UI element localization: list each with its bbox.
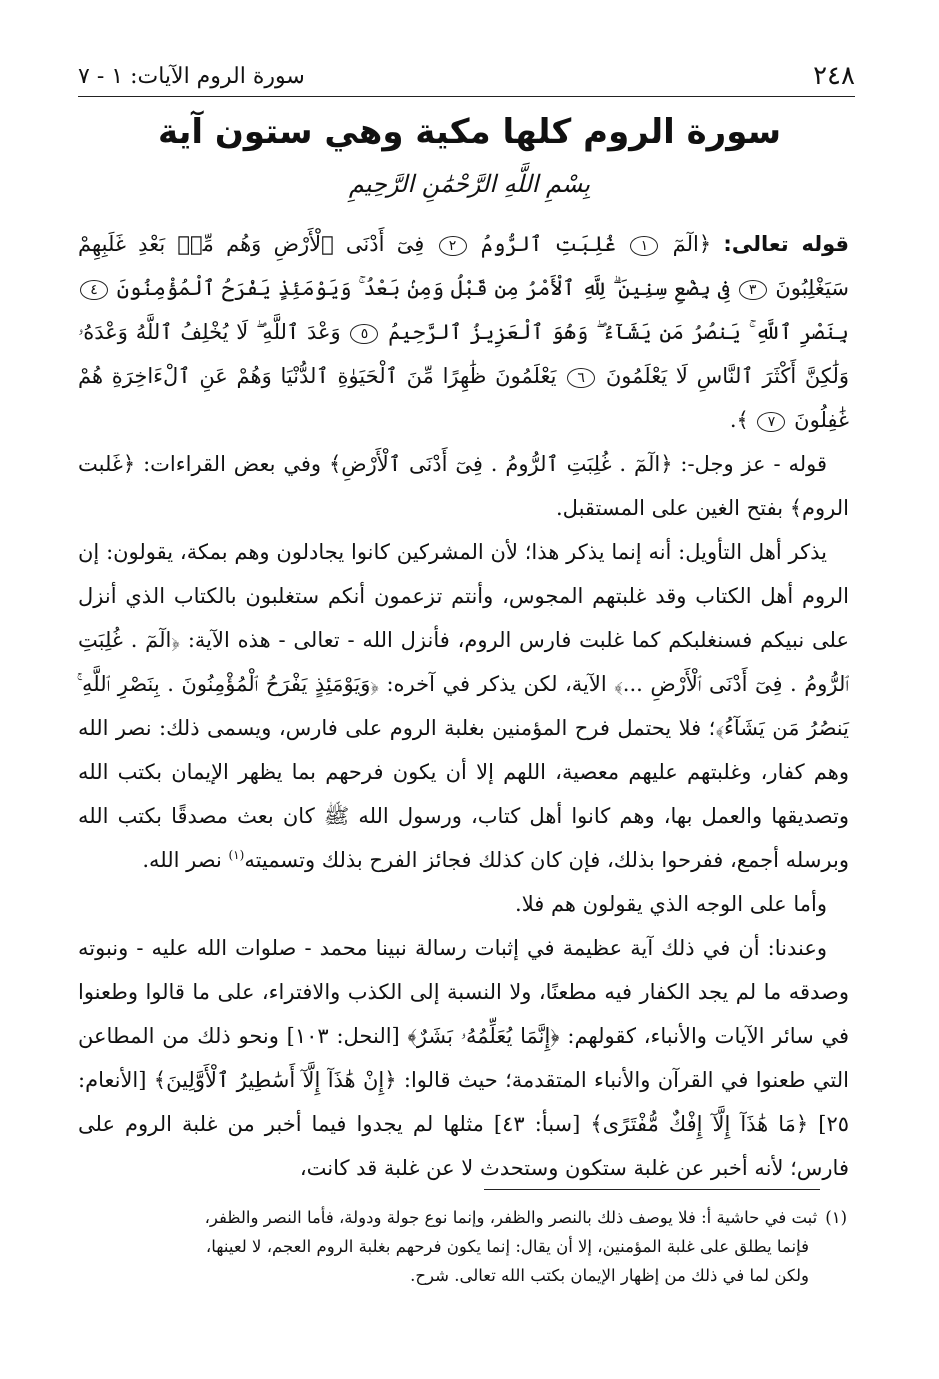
paragraph: وعندنا: أن في ذلك آية عظيمة في إثبات رسالة نبينا محمد - صلوات الله عليه - ونبوته وصدقه ما لم يجد الكفار فيه مطعنًا، ولا النسبة إلى الكذب والافتراء، على ما قالوا وطعنوا في سائر الآيات والأنباء، كقولهم: ﴿إِنَّمَا يُعَلِّمُهُۥ بَشَرٌ﴾ [النحل: ١٠٣] ونحو ذلك من المطاعن التي طعنوا في القرآن والأنباء المتقدمة؛ حيث قالوا: ﴿إِنْ هَٰذَآ إِلَّآ أَسَٰطِيرُ ٱلْأَوَّلِينَ﴾ [الأنعام: ٢٥] ﴿مَا هَٰذَآ إِلَّآ إِفْكٌ مُّفْتَرًى﴾ [سبأ: ٤٣] مثلها لم يجدوا فيما أخبر من غلبة الروم على فارس؛ لأنه أخبر عن غلبة ستكون وستحدث لا عن غلبة قد كانت،	[78, 936, 850, 1180]
footnote-line: فإنما يطلق على غلبة المؤمنين، إلا أن يقال: إنما يكون فرحهم بغلبة الروم العجم، لا لعينها،	[205, 1237, 809, 1256]
ayah-text: يَعْلَمُونَ ظَٰهِرًا مِّنَ ٱلْحَيَوٰةِ ٱلدُّنْيَا وَهُمْ عَنِ ٱلْءَاخِرَةِ هُمْ غَٰفِلُونَ	[78, 364, 849, 432]
basmala: بِسْمِ اللَّهِ الرَّحْمَٰنِ الرَّحِيمِ	[348, 170, 591, 198]
footnote-divider	[484, 1189, 820, 1190]
ayah-text: فِى بِضْعِ سِنِينَ ۗ لِلَّهِ ٱلْأَمْرُ مِن قَبْلُ وَمِنۢ بَعْدُ ۚ وَيَوْمَئِذٍ يَفْرَحُ ٱلْمُؤْمِنُونَ	[116, 276, 730, 300]
paragraph: قوله - عز وجل-: ﴿الٓمٓ . غُلِبَتِ ٱلرُّومُ . فِىٓ أَدْنَى ٱلْأَرْضِ﴾ وفي بعض القراءات: ﴿غَلبت الروم﴾ بفتح الغين على المستقبل.	[78, 452, 849, 520]
ayah-number: ٦	[567, 368, 595, 388]
paragraph	[78, 530, 849, 882]
ayah-text: ﴿الٓمٓ	[672, 232, 712, 256]
ayah-number: ١	[630, 236, 658, 256]
paragraph: وأما على الوجه الذي يقولون هم فلا.	[515, 892, 827, 916]
page-header	[78, 56, 855, 97]
ayah-number: ٣	[739, 280, 767, 300]
quran-block	[78, 222, 849, 442]
running-title: سورة الروم الآيات: ١ - ٧	[78, 63, 305, 89]
ayah-text: وَعْدَ ٱللَّهِ ۖ لَا يُخْلِفُ ٱللَّهُ وَعْدَهُۥ وَلَٰكِنَّ أَكْثَرَ ٱلنَّاسِ لَا يَعْلَمُونَ	[78, 320, 849, 388]
footnote-line	[80, 1203, 847, 1232]
body-text	[78, 222, 849, 1190]
ayah-number: ٢	[439, 236, 467, 256]
quran-lead: قوله تعالى:	[723, 232, 849, 256]
ayah-text: غُلِبَتِ ٱلرُّومُ	[480, 232, 617, 256]
ayah-text: فِىٓ أَدْنَى ٱلْأَرْضِ وَهُم مِّنۢ بَعْدِ غَلَبِهِمْ سَيَغْلِبُونَ	[78, 232, 849, 300]
quran-closing: ﴾.	[729, 408, 749, 432]
paragraph-text: يذكر أهل التأويل: أنه إنما يذكر هذا؛ لأن المشركين كانوا يجادلون وهم بمكة، يقولون: إن الروم أهل الكتاب وقد غلبتهم المجوس، وأنتم تزعمون أنكم ستغلبون بالكتاب الذي أنزل على نبيكم فسنغلبكم كما غلبت فارس الروم، فأنزل الله - تعالى - هذه الآية: ﴿الٓمٓ . غُلِبَتِ ٱلرُّومُ . فِىٓ أَدْنَى ٱلْأَرْضِ ...﴾ الآية، لكن يذكر في آخره: ﴿وَيَوْمَئِذٍ يَفْرَحُ ٱلْمُؤْمِنُونَ . بِنَصْرِ ٱللَّهِ ۚ يَنصُرُ مَن يَشَآءُ﴾؛ فلا يحتمل فرح المؤمنين بغلبة الروم على فارس، ويسمى ذلك: نصر الله وهم كفار، وغلبتهم عليهم معصية، اللهم إلا أن يكون فرحهم بما يظهر الإيمان بكتب الله وتصديقها والعمل بها، وهم كانوا أهل كتاب، ورسول الله ﷺ كان بعث مصدقًا بكتب الله وبرسله أجمع، ففرحوا بذلك، فإن كان كذلك فجائز الفرح بذلك وتسميته	[78, 540, 849, 872]
footnote-line: ولكن لما في ذلك من إظهار الإيمان بكتب الله تعالى. شرح.	[410, 1266, 809, 1285]
footnote-text: ثبت في حاشية أ: فلا يوصف ذلك بالنصر والظفر، وإنما نوع جولة ودولة، فأما النصر والظفر،	[204, 1208, 818, 1227]
footnote-reference[interactable]: (١)	[228, 848, 245, 862]
footnote-label: (١)	[825, 1208, 847, 1227]
ayah-text: بِنَصْرِ ٱللَّهِ ۚ يَنصُرُ مَن يَشَآءُ ۖ وَهُوَ ٱلْعَزِيزُ ٱلرَّحِيمُ	[388, 320, 849, 344]
paragraph-text: نصر الله.	[142, 848, 222, 872]
ayah-number: ٤	[80, 280, 108, 300]
surah-title: سورة الروم كلها مكية وهي ستون آية	[157, 112, 782, 152]
page-number: ٢٤٨	[813, 61, 855, 91]
ayah-number: ٥	[350, 324, 378, 344]
ayah-number: ٧	[757, 412, 785, 432]
footnote	[80, 1203, 847, 1290]
